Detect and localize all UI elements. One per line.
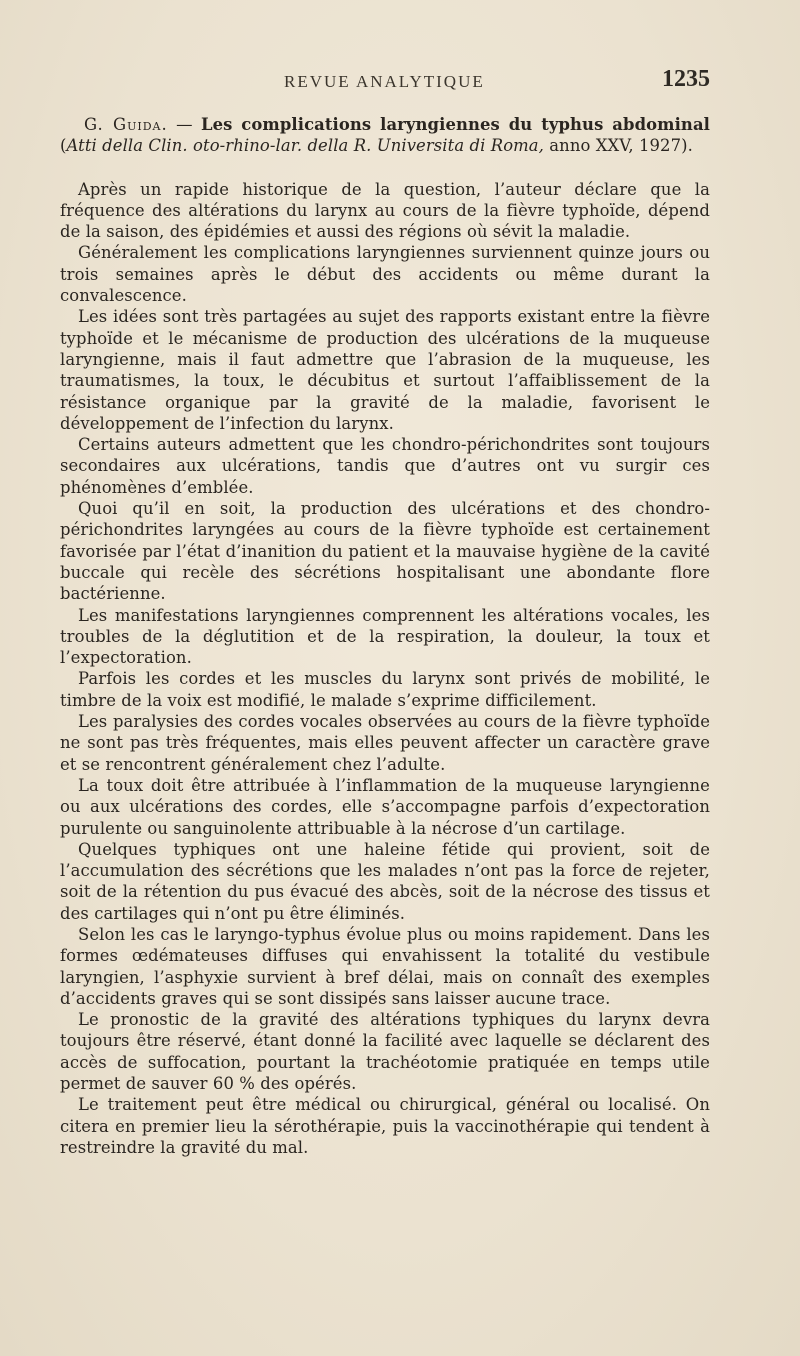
paragraph: Généralement les complications laryngiennes surviennent quinze jours ou trois semaines après le début des accidents ou même durant la convalescence. xyxy=(60,243,710,306)
paragraph: Parfois les cordes et les muscles du larynx sont privés de mobilité, le timbre de la voix est modifié, le malade s’exprime difficilement. xyxy=(60,669,710,710)
paragraph: Le pronostic de la gravité des altérations typhiques du larynx devra toujours être réservé, étant donné la facilité avec laquelle se déclarent des accès de suffocation, pourtant la trachéotomie pratiquée en temps utile permet de sauver 60 % des opérés. xyxy=(60,1010,710,1094)
citation: Atti della Clin. oto-rhino-lar. della R. Universita di Roma, xyxy=(66,136,544,156)
running-title: REVUE ANALYTIQUE xyxy=(284,72,485,91)
paragraph: Quoi qu’il en soit, la production des ulcérations et des chondro-périchondrites laryngées au cours de la fièvre typhoïde est certainement favorisée par l’état d’inanition du patient et la mauvaise hygiène de la cavité buccale qui recèle des sécrétions hospitalisant une abondante flore bactérienne. xyxy=(60,499,710,604)
paragraph: La toux doit être attribuée à l’inflammation de la muqueuse laryngienne ou aux ulcérations des cordes, elle s’accompagne parfois d’expectoration purulente ou sanguinolente attribuable à la nécrose d’un cartilage. xyxy=(60,775,710,838)
paragraph: Quelques typhiques ont une haleine fétide qui provient, soit de l’accumulation des sécrétions que les malades n’ont pas la force de rejeter, soit de la rétention du pus évacué des abcès, soit de la nécrose des tissus et des cartilages qui n’ont pu être éliminés. xyxy=(60,839,710,923)
paragraph: Les paralysies des cordes vocales observées au cours de la fièvre typhoïde ne sont pas très fréquentes, mais elles peuvent affecter un caractère grave et se rencontrent généralement chez l’adulte. xyxy=(60,712,710,774)
article-title: Les complications laryngiennes du typhus abdominal xyxy=(200,115,710,134)
article-body xyxy=(60,114,710,1158)
citation-open: ( xyxy=(60,136,67,156)
running-head xyxy=(60,66,710,100)
paragraph: Le traitement peut être médical ou chirurgical, général ou localisé. On citera en premier lieu la sérothérapie, puis la vaccinothérapie qui tendent à restreindre la gravité du mal. xyxy=(60,1095,710,1157)
page-number: 1235 xyxy=(662,66,710,92)
article-heading xyxy=(60,114,710,157)
paragraph: Les manifestations laryngiennes comprennent les altérations vocales, les troubles de la déglutition et de la respiration, la douleur, la toux et l’expectoration. xyxy=(60,605,710,668)
heading-dash: — xyxy=(167,115,201,134)
author-name: G. Guida. xyxy=(84,115,168,134)
paragraph: Certains auteurs admettent que les chondro-périchondrites sont toujours secondaires aux ulcérations, tandis que d’autres ont vu surgir ces phénomènes d’emblée. xyxy=(60,435,710,497)
citation-tail: anno XXV, 1927). xyxy=(544,136,693,156)
paragraph: Les idées sont très partagées au sujet des rapports existant entre la fièvre typhoïde et le mécanisme de production des ulcérations de la muqueuse laryngienne, mais il faut admettre que l’abrasion de la muqueuse, les traumatismes, la toux, le décubitus et surtout l’affaiblissement de la résistance organique par la gravité de la maladie, favorisent le développement de l’infection du larynx. xyxy=(60,307,710,433)
paragraph: Selon les cas le laryngo-typhus évolue plus ou moins rapidement. Dans les formes œdémateuses diffuses qui envahissent la totalité du vestibule laryngien, l’asphyxie survient à bref délai, mais on connaît des exemples d’accidents graves qui se sont dissipés sans laisser aucune trace. xyxy=(60,924,710,1008)
paragraph: Après un rapide historique de la question, l’auteur déclare que la fréquence des altérations du larynx au cours de la fièvre typhoïde, dépend de la saison, des épidémies et aussi des régions où sévit la maladie. xyxy=(60,179,710,242)
